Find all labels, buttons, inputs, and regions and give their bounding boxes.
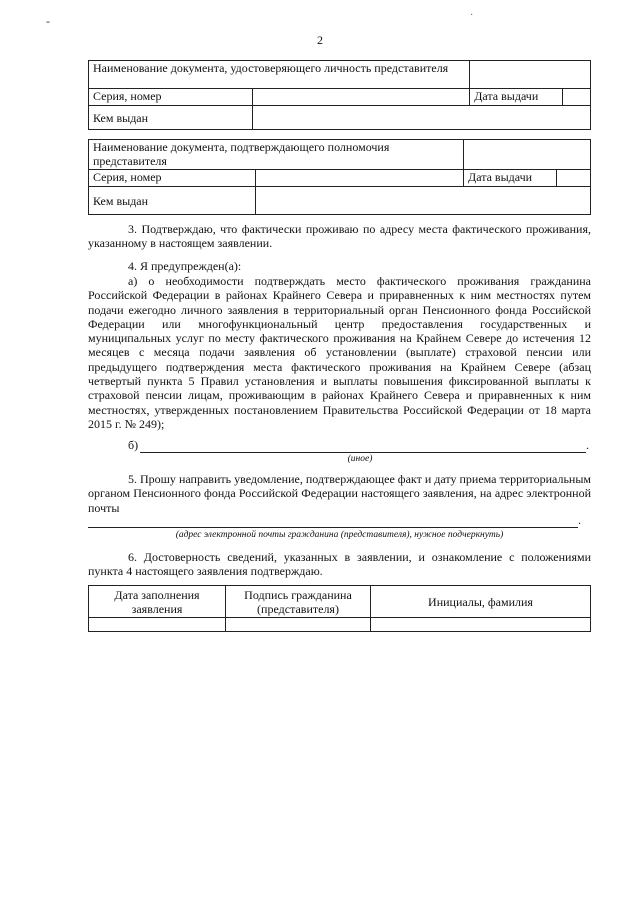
signature-header-signature: Подпись гражданина (представителя) — [226, 586, 371, 618]
signature-header-date: Дата заполнения заявления — [89, 586, 226, 618]
identity-issued-by-field[interactable] — [253, 106, 591, 130]
identity-doc-name-field[interactable] — [470, 61, 591, 89]
identity-series-field[interactable] — [253, 89, 470, 106]
email-line[interactable] — [88, 527, 578, 528]
authority-series-label: Серия, номер — [89, 170, 256, 187]
paragraph-4b-label: б) — [128, 438, 139, 452]
scan-dot: · — [470, 10, 474, 21]
authority-date-label: Дата выдачи — [464, 170, 557, 186]
identity-series-label: Серия, номер — [89, 89, 253, 106]
paragraph-4-title: 4. Я предупрежден(а): — [128, 259, 242, 273]
signature-signature-field[interactable] — [226, 618, 371, 632]
identity-document-table — [88, 60, 591, 130]
identity-date-label: Дата выдачи — [470, 89, 563, 105]
authority-document-table — [88, 139, 591, 215]
signature-header-name: Инициалы, фамилия — [371, 586, 591, 618]
identity-date-field[interactable] — [563, 89, 590, 105]
paragraph-4a: а) о необходимости подтверждать место фактического проживания гражданина Российской Федерации в районах Крайнего Севера и приравненных к ним местностях путем подачи ежегодно личного заявления в территориальный орган Пенсионного фонда Российской Федерации или многофункциональный центр предоставления государственных и муниципальных услуг по месту фактического проживания на Крайнем Севере до истечения 12 месяцев с месяца подачи заявления об установлении (выплате) страховой пенсии или предыдущего подтверждения места фактического проживания на Крайнем Севере (абзац четвертый пункта 5 Правил установления и выплаты повышения фиксированной выплаты к страховой пенсии лицам, проживающим в районах Крайнего Севера и приравненных к ним местностях, утвержденных постановлением Правительства Российской Федерации от 18 марта 2015 г. № 249); — [88, 274, 591, 431]
authority-issued-by-field[interactable] — [256, 187, 591, 215]
signature-date-field[interactable] — [89, 618, 226, 632]
paragraph-4b-caption: (иное) — [347, 454, 373, 464]
page-number: 2 — [317, 33, 323, 47]
email-caption: (адрес электронной почты гражданина (представителя), нужное подчеркнуть) — [175, 530, 504, 540]
paragraph-4b-end: . — [586, 438, 589, 452]
authority-series-field[interactable] — [256, 170, 464, 187]
authority-doc-name-field[interactable] — [464, 140, 591, 170]
authority-doc-name-label: Наименование документа, подтверждающего полномочия представителя — [89, 140, 464, 170]
paragraph-5: 5. Прошу направить уведомление, подтверждающее факт и дату приема территориальным органом Пенсионного фонда Российской Федерации настоящего заявления, на адрес электронной почты — [88, 472, 591, 515]
identity-doc-name-label: Наименование документа, удостоверяющего личность представителя — [89, 61, 470, 89]
paragraph-6: 6. Достоверность сведений, указанных в заявлении, и ознакомление с положениями пункта 4 настоящего заявления подтверждаю. — [88, 550, 591, 579]
paragraph-4b-line[interactable] — [140, 452, 586, 453]
authority-issued-by-label: Кем выдан — [89, 187, 256, 215]
email-end: . — [578, 513, 581, 527]
identity-issued-by-label: Кем выдан — [89, 106, 253, 130]
corner-mark: - — [46, 14, 50, 28]
paragraph-3: 3. Подтверждаю, что фактически проживаю по адресу места фактического проживания, указанному в настоящем заявлении. — [88, 222, 591, 251]
authority-date-field[interactable] — [557, 170, 590, 186]
signature-table — [88, 585, 591, 632]
signature-name-field[interactable] — [371, 618, 591, 632]
